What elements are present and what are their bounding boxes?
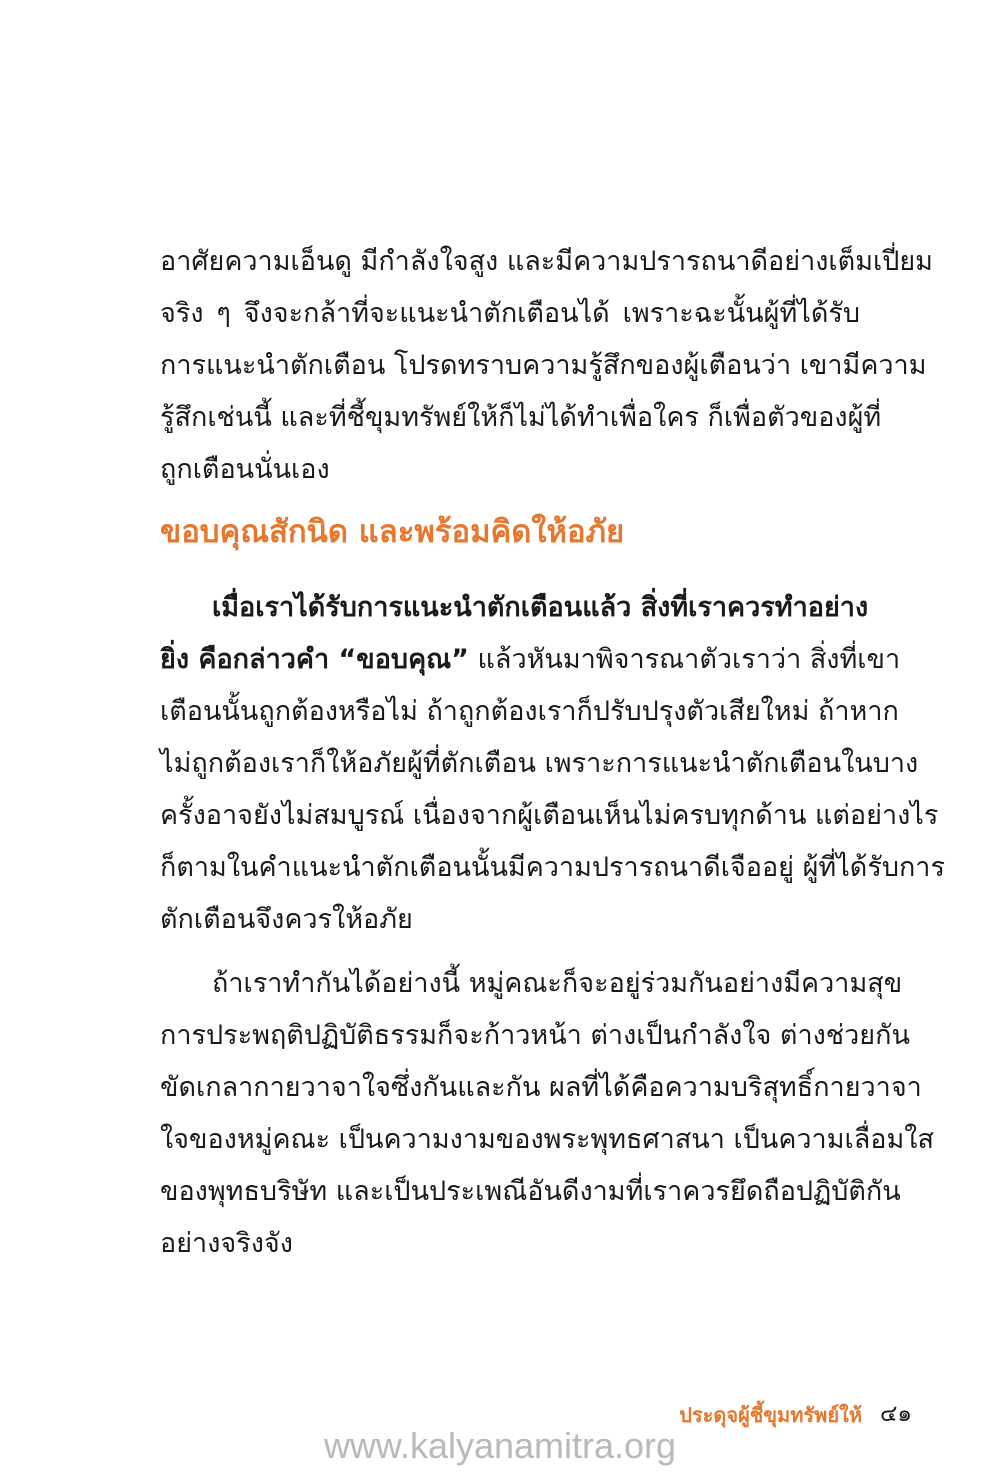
paragraph-line: ครั้งอาจยังไม่สมบูรณ์ เนื่องจากผู้เตือนเห็นไม่ครบทุกด้าน แต่อย่างไร (160, 800, 939, 831)
paragraph-line: ก็ตามในคำแนะนำตักเตือนนั้นมีความปรารถนาดีเจืออยู่ ผู้ที่ได้รับการ (160, 852, 945, 883)
website-watermark: www.kalyanamitra.org (323, 1425, 677, 1466)
paragraph-line: ของพุทธบริษัท และเป็นประเพณีอันดีงามที่เราควรยึดถือปฏิบัติกัน (160, 1176, 901, 1207)
section-heading: ขอบคุณสักนิด และพร้อมคิดให้อภัย (160, 514, 625, 550)
paragraph-line: เตือนนั้นถูกต้องหรือไม่ ถ้าถูกต้องเราก็ปรับปรุงตัวเสียใหม่ ถ้าหาก (160, 696, 899, 727)
paragraph-line: อาศัยความเอ็นดู มีกำลังใจสูง และมีความปรารถนาดีอย่างเต็มเปี่ยม (160, 246, 933, 277)
emphasis-text: ยิ่ง คือกล่าวคำ “ขอบคุณ” (160, 644, 469, 675)
paragraph-line: ถูกเตือนนั่นเอง (160, 454, 330, 485)
paragraph-line: การประพฤติปฏิบัติธรรมก็จะก้าวหน้า ต่างเป็นกำลังใจ ต่างช่วยกัน (160, 1020, 910, 1051)
paragraph-line: ถ้าเราทำกันได้อย่างนี้ หมู่คณะก็จะอยู่ร่วมกันอย่างมีความสุข (212, 968, 903, 999)
paragraph-line: ไม่ถูกต้องเราก็ให้อภัยผู้ที่ตักเตือน เพราะการแนะนำตักเตือนในบาง (160, 748, 919, 779)
paragraph-line: อย่างจริงจัง (160, 1228, 293, 1259)
page-number: ๔๑ (880, 1401, 913, 1427)
paragraph-line: ใจของหมู่คณะ เป็นความงามของพระพุทธศาสนา เป็นความเลื่อมใส (160, 1124, 934, 1155)
running-footer-title: ประดุจผู้ชี้ขุมทรัพย์ให้ (679, 1403, 862, 1427)
paragraph-3 (160, 958, 934, 1270)
paragraph-text: แล้วหันมาพิจารณาตัวเราว่า สิ่งที่เขา (468, 644, 901, 675)
paragraph-line: รู้สึกเช่นนี้ และที่ชี้ขุมทรัพย์ให้ก็ไม่ได้ทำเพื่อใคร ก็เพื่อตัวของผู้ที่ (160, 402, 882, 433)
paragraph-line-mixed (160, 634, 901, 686)
paragraph-2 (160, 582, 945, 946)
paragraph-line: จริง ๆ จึงจะกล้าที่จะแนะนำตักเตือนได้ เพราะฉะนั้นผู้ที่ได้รับ (160, 298, 860, 329)
paragraph-line: ขัดเกลากายวาจาใจซึ่งกันและกัน ผลที่ได้คือความบริสุทธิ์กายวาจา (160, 1072, 922, 1103)
paragraph-line: การแนะนำตักเตือน โปรดทราบความรู้สึกของผู้เตือนว่า เขามีความ (160, 350, 927, 381)
paragraph-line: ตักเตือนจึงควรให้อภัย (160, 904, 413, 935)
paragraph-line-bold: เมื่อเราได้รับการแนะนำตักเตือนแล้ว สิ่งที่เราควรทำอย่าง (212, 592, 869, 623)
paragraph-1 (160, 236, 933, 496)
